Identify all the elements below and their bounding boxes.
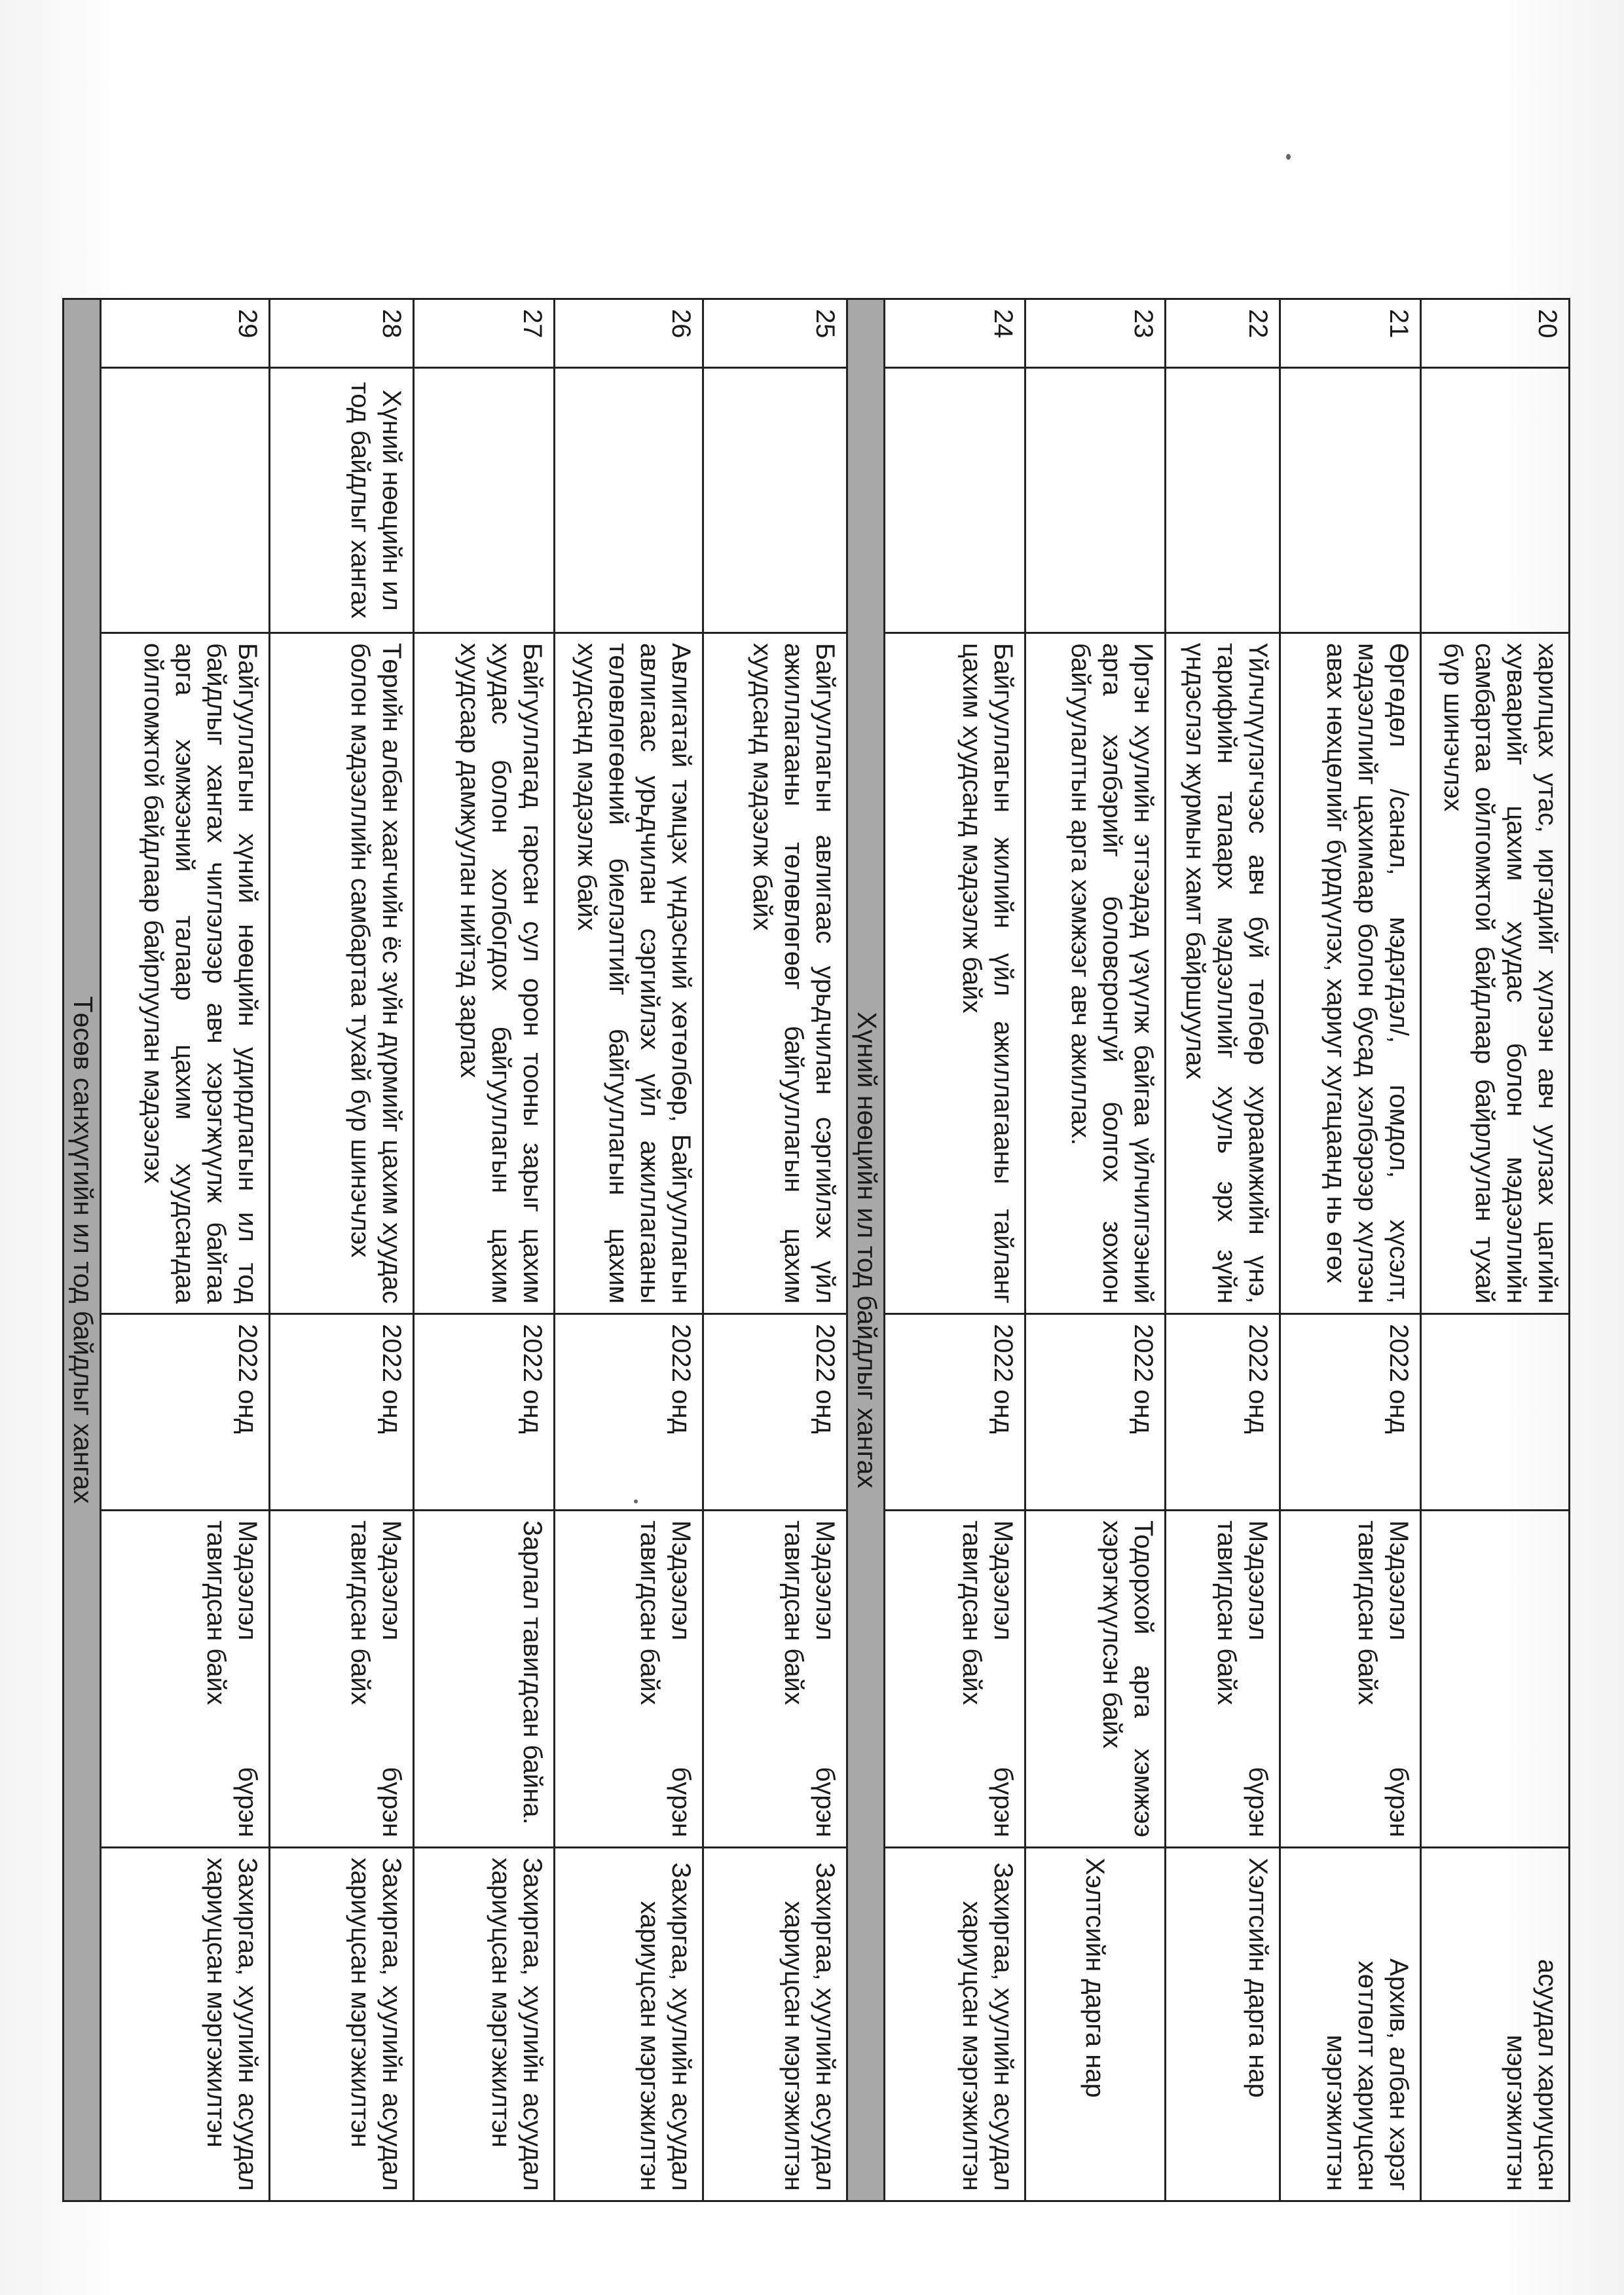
criteria-cell: Мэдээлэл бүрэн тавигдсан байх: [101, 1511, 270, 1848]
responsible-cell: Захиргаа, хуулийн асуудал хариуцсан мэргэжилтэн: [101, 1848, 270, 2201]
topic-cell: [1421, 368, 1570, 633]
responsible-cell: Захиргаа, хуулийн асуудал хариуцсан мэргэжилтэн: [884, 1848, 1025, 2201]
topic-cell: [884, 368, 1025, 633]
row-number: 24: [884, 299, 1025, 368]
rotated-table-container: [62, 298, 1570, 2200]
row-number: 26: [554, 299, 703, 368]
topic-cell: [414, 368, 555, 633]
activity-cell: Өргөдөл /санал, мэдэгдэл/, гомдол, хүсэлт, мэдээллийг цахимаар болон бусад хэлбэрээр хүлээн авах нөхцөлийг бүрдүүлэх, хариуг хугацаанд нь өгөх: [1280, 633, 1421, 1314]
responsible-cell: Захиргаа, хуулийн асуудал хариуцсан мэргэжилтэн: [269, 1848, 413, 2201]
table-row: [554, 299, 703, 2201]
table-row: [101, 299, 270, 2201]
topic-cell: [554, 368, 703, 633]
responsible-cell: Захиргаа, хуулийн асуудал хариуцсан мэргэжилтэн: [703, 1848, 847, 2201]
responsible-cell: Захиргаа, хуулийн асуудал хариуцсан мэргэжилтэн: [414, 1848, 555, 2201]
date-cell: 2022 онд: [1280, 1314, 1421, 1511]
activity-cell: Байгууллагад гарсан сул орон тооны зарыг цахим хуудас болон холбогдох байгууллагын цахим хуудсаар дамжуулан нийтэд зарлах: [414, 633, 555, 1314]
scan-speck: [1286, 154, 1291, 160]
date-cell: 2022 онд: [414, 1314, 555, 1511]
criteria-cell: [1421, 1511, 1570, 1848]
criteria-cell: Мэдээлэл бүрэн тавигдсан байх: [1280, 1511, 1421, 1848]
date-cell: 2022 онд: [884, 1314, 1025, 1511]
row-number: 25: [703, 299, 847, 368]
topic-cell: [703, 368, 847, 633]
activity-cell: Авлигатай тэмцэх үндэсний хөтөлбөр, Байгууллагын авлигаас урьдчилан сэргийлэх үйл ажиллагааны төлөвлөгөөний биелэлтийг байгууллагын цахим хуудсанд мэдээлж байх: [554, 633, 703, 1314]
topic-cell: [1025, 368, 1166, 633]
topic-cell: [1166, 368, 1280, 633]
criteria-cell: Тодорхой арга хэмжээ хэрэгжүүлсэн байх: [1025, 1511, 1166, 1848]
activity-cell: харилцах утас, иргэдийг хүлээн авч уулзах цагийн хуваарийг цахим хуудас болон мэдээллийн самбартаа ойлгомжтой байдлаар байрлуулан тухай бүр шинэчлэх: [1421, 633, 1570, 1314]
section-title: Хүний нөөцийн ил тод байдлыг хангах: [847, 299, 884, 2201]
section-header-row: [847, 299, 884, 2201]
table-row: [1280, 299, 1421, 2201]
row-number: 23: [1025, 299, 1166, 368]
criteria-cell: Мэдээлэл бүрэн тавигдсан байх: [703, 1511, 847, 1848]
date-cell: [1421, 1314, 1570, 1511]
criteria-cell: Мэдээлэл бүрэн тавигдсан байх: [554, 1511, 703, 1848]
topic-cell: [101, 368, 270, 633]
row-number: 28: [269, 299, 413, 368]
criteria-cell: Мэдээлэл бүрэн тавигдсан байх: [1166, 1511, 1280, 1848]
table-row: [269, 299, 413, 2201]
date-cell: 2022 онд: [703, 1314, 847, 1511]
row-number: 20: [1421, 299, 1570, 368]
section-title: Төсөв санхүүгийн ил тод байдлыг хангах: [64, 299, 101, 2201]
criteria-cell: Зарлал тавигдсан байна.: [414, 1511, 555, 1848]
topic-cell: [1280, 368, 1421, 633]
table-row: [1421, 299, 1570, 2201]
responsible-cell: Захиргаа, хуулийн асуудал хариуцсан мэргэжилтэн: [554, 1848, 703, 2201]
activity-cell: Байгууллагын жилийн үйл ажиллагааны тайланг цахим хуудсанд мэдээлж байх: [884, 633, 1025, 1314]
activity-cell: Үйлчлүүлэгчээс авч буй төлбөр хураамжийн үнэ, тарифийн талаарх мэдээллийг хууль эрх зүйн үндэслэл журмын хамт байршуулах: [1166, 633, 1280, 1314]
table-row: [1025, 299, 1166, 2201]
criteria-cell: Мэдээлэл бүрэн тавигдсан байх: [269, 1511, 413, 1848]
action-plan-table: [62, 298, 1570, 2202]
date-cell: 2022 онд: [101, 1314, 270, 1511]
table-row: [884, 299, 1025, 2201]
responsible-cell: Хэлтсийн дарга нар: [1025, 1848, 1166, 2201]
section-header-row: [64, 299, 101, 2201]
table-row: [1166, 299, 1280, 2201]
responsible-cell: Хэлтсийн дарга нар: [1166, 1848, 1280, 2201]
date-cell: 2022 онд: [1025, 1314, 1166, 1511]
topic-cell: Хүний нөөцийн ил тод байдлыг хангах: [269, 368, 413, 633]
date-cell: 2022 онд: [1166, 1314, 1280, 1511]
row-number: 29: [101, 299, 270, 368]
criteria-cell: Мэдээлэл бүрэн тавигдсан байх: [884, 1511, 1025, 1848]
table-row: [414, 299, 555, 2201]
responsible-cell: Архив, албан хэрэг хөтлөлт хариуцсан мэргэжилтэн: [1280, 1848, 1421, 2201]
activity-cell: Байгууллагын хүний нөөцийн удирдлагын ил тод байдлыг хангах чиглэлээр авч хэрэгжүүлж байгаа арга хэмжээний талаар цахим хуудсандаа ойлгомжтой байдлаар байрлуулан мэдээлэх: [101, 633, 270, 1314]
row-number: 27: [414, 299, 555, 368]
activity-cell: Төрийн албан хаагчийн ёс зүйн дүрмийг цахим хуудас болон мэдээллийн самбартаа тухай бүр шинэчлэх: [269, 633, 413, 1314]
date-cell: 2022 онд: [269, 1314, 413, 1511]
responsible-cell: асуудал хариуцсан мэргэжилтэн: [1421, 1848, 1570, 2201]
activity-cell: Иргэн хуулийн этгээдэд үзүүлж байгаа үйлчилгээний арга хэлбэрийг боловсронгуй болгох зохион байгуулалтын арга хэмжээг авч ажиллах.: [1025, 633, 1166, 1314]
date-cell: 2022 онд: [554, 1314, 703, 1511]
row-number: 22: [1166, 299, 1280, 368]
row-number: 21: [1280, 299, 1421, 368]
activity-cell: Байгууллагын авлигаас урьдчилан сэргийлэх үйл ажиллагааны төлөвлөгөөг байгууллагын цахим хуудсанд мэдээлж байх: [703, 633, 847, 1314]
table-row: [703, 299, 847, 2201]
